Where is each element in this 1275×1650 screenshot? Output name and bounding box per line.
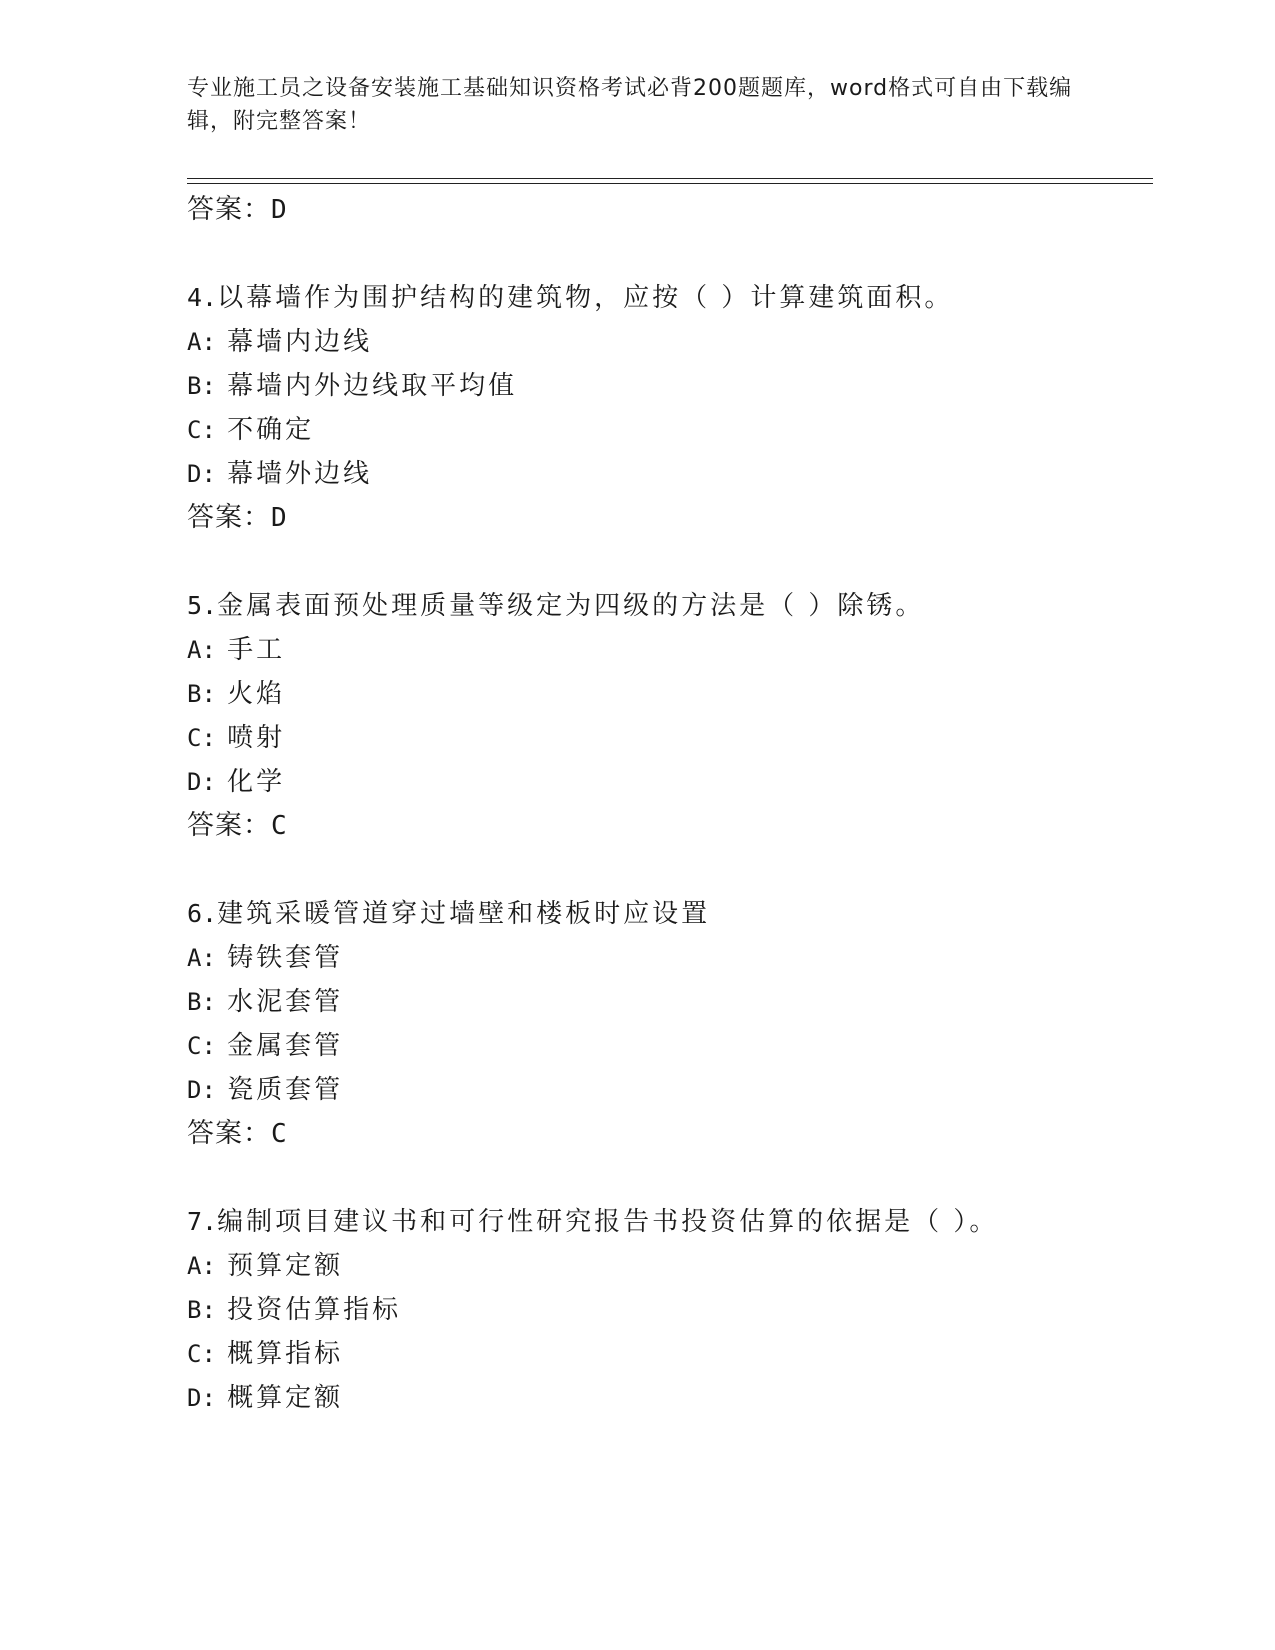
question-text: 金属表面预处理质量等级定为四级的方法是（ ）除锈。 [217,591,925,621]
question-5-option-d [187,766,285,798]
option-letter: D: [187,460,216,488]
option-text: 预算定额 [227,1251,344,1281]
answer-value: D [271,503,288,533]
option-text: 概算指标 [227,1339,344,1369]
question-7-option-b [187,1294,401,1326]
option-text: 幕墙外边线 [227,459,373,489]
question-number: 7. [187,1207,218,1236]
question-text: 建筑采暖管道穿过墙壁和楼板时应设置 [217,899,711,929]
option-text: 水泥套管 [227,987,344,1017]
question-4-option-b [187,370,517,402]
answer-value: C [271,1119,288,1149]
option-letter: C: [187,724,216,752]
header-divider-top [187,178,1153,179]
question-number: 4. [187,283,218,312]
question-5-option-b [187,678,285,710]
header-divider-bottom [187,183,1153,184]
question-4-option-a [187,326,372,358]
question-7-option-d [187,1382,343,1414]
answer-line-q4 [187,502,288,534]
question-4-option-d [187,458,372,490]
question-text: 编制项目建议书和可行性研究报告书投资估算的依据是（ ）。 [217,1207,999,1237]
question-6-option-c [187,1030,343,1062]
option-text: 金属套管 [227,1031,344,1061]
question-4-stem [187,282,953,314]
question-7-stem [187,1206,998,1238]
question-text: 以幕墙作为围护结构的建筑物，应按（ ）计算建筑面积。 [217,283,954,313]
option-letter: D: [187,1076,216,1104]
answer-label: 答案： [187,810,271,841]
option-letter: A: [187,1252,216,1280]
option-text: 手工 [227,635,286,665]
option-text: 化学 [227,767,286,797]
question-number: 6. [187,899,218,928]
question-6-stem [187,898,710,930]
question-7-option-c [187,1338,343,1370]
question-5-option-c [187,722,285,754]
option-text: 喷射 [227,723,286,753]
option-letter: A: [187,636,216,664]
option-letter: B: [187,1296,216,1324]
option-text: 火焰 [227,679,286,709]
option-text: 幕墙内边线 [227,327,373,357]
option-text: 瓷质套管 [227,1075,344,1105]
question-5-stem [187,590,924,622]
question-6-option-a [187,942,343,974]
question-6-option-b [187,986,343,1018]
question-6-option-d [187,1074,343,1106]
option-letter: A: [187,944,216,972]
answer-value: D [271,195,288,225]
question-4-option-c [187,414,314,446]
option-letter: B: [187,988,216,1016]
option-letter: B: [187,680,216,708]
answer-value: C [271,811,288,841]
question-5-option-a [187,634,285,666]
option-text: 概算定额 [227,1383,344,1413]
option-letter: C: [187,1340,216,1368]
option-letter: A: [187,328,216,356]
option-text: 幕墙内外边线取平均值 [227,371,518,401]
option-letter: D: [187,1384,216,1412]
answer-label: 答案： [187,502,271,533]
option-text: 不确定 [227,415,315,445]
answer-line-q5 [187,810,288,842]
option-letter: D: [187,768,216,796]
option-letter: B: [187,372,216,400]
option-text: 投资估算指标 [227,1295,402,1325]
answer-line-q3 [187,194,288,226]
document-header: 专业施工员之设备安装施工基础知识资格考试必背200题题库，word格式可自由下载编辑，附完整答案！ [187,76,1073,134]
answer-label: 答案： [187,1118,271,1149]
option-text: 铸铁套管 [227,943,344,973]
question-7-option-a [187,1250,343,1282]
question-number: 5. [187,591,218,620]
option-letter: C: [187,416,216,444]
answer-line-q6 [187,1118,288,1150]
option-letter: C: [187,1032,216,1060]
answer-label: 答案： [187,194,271,225]
